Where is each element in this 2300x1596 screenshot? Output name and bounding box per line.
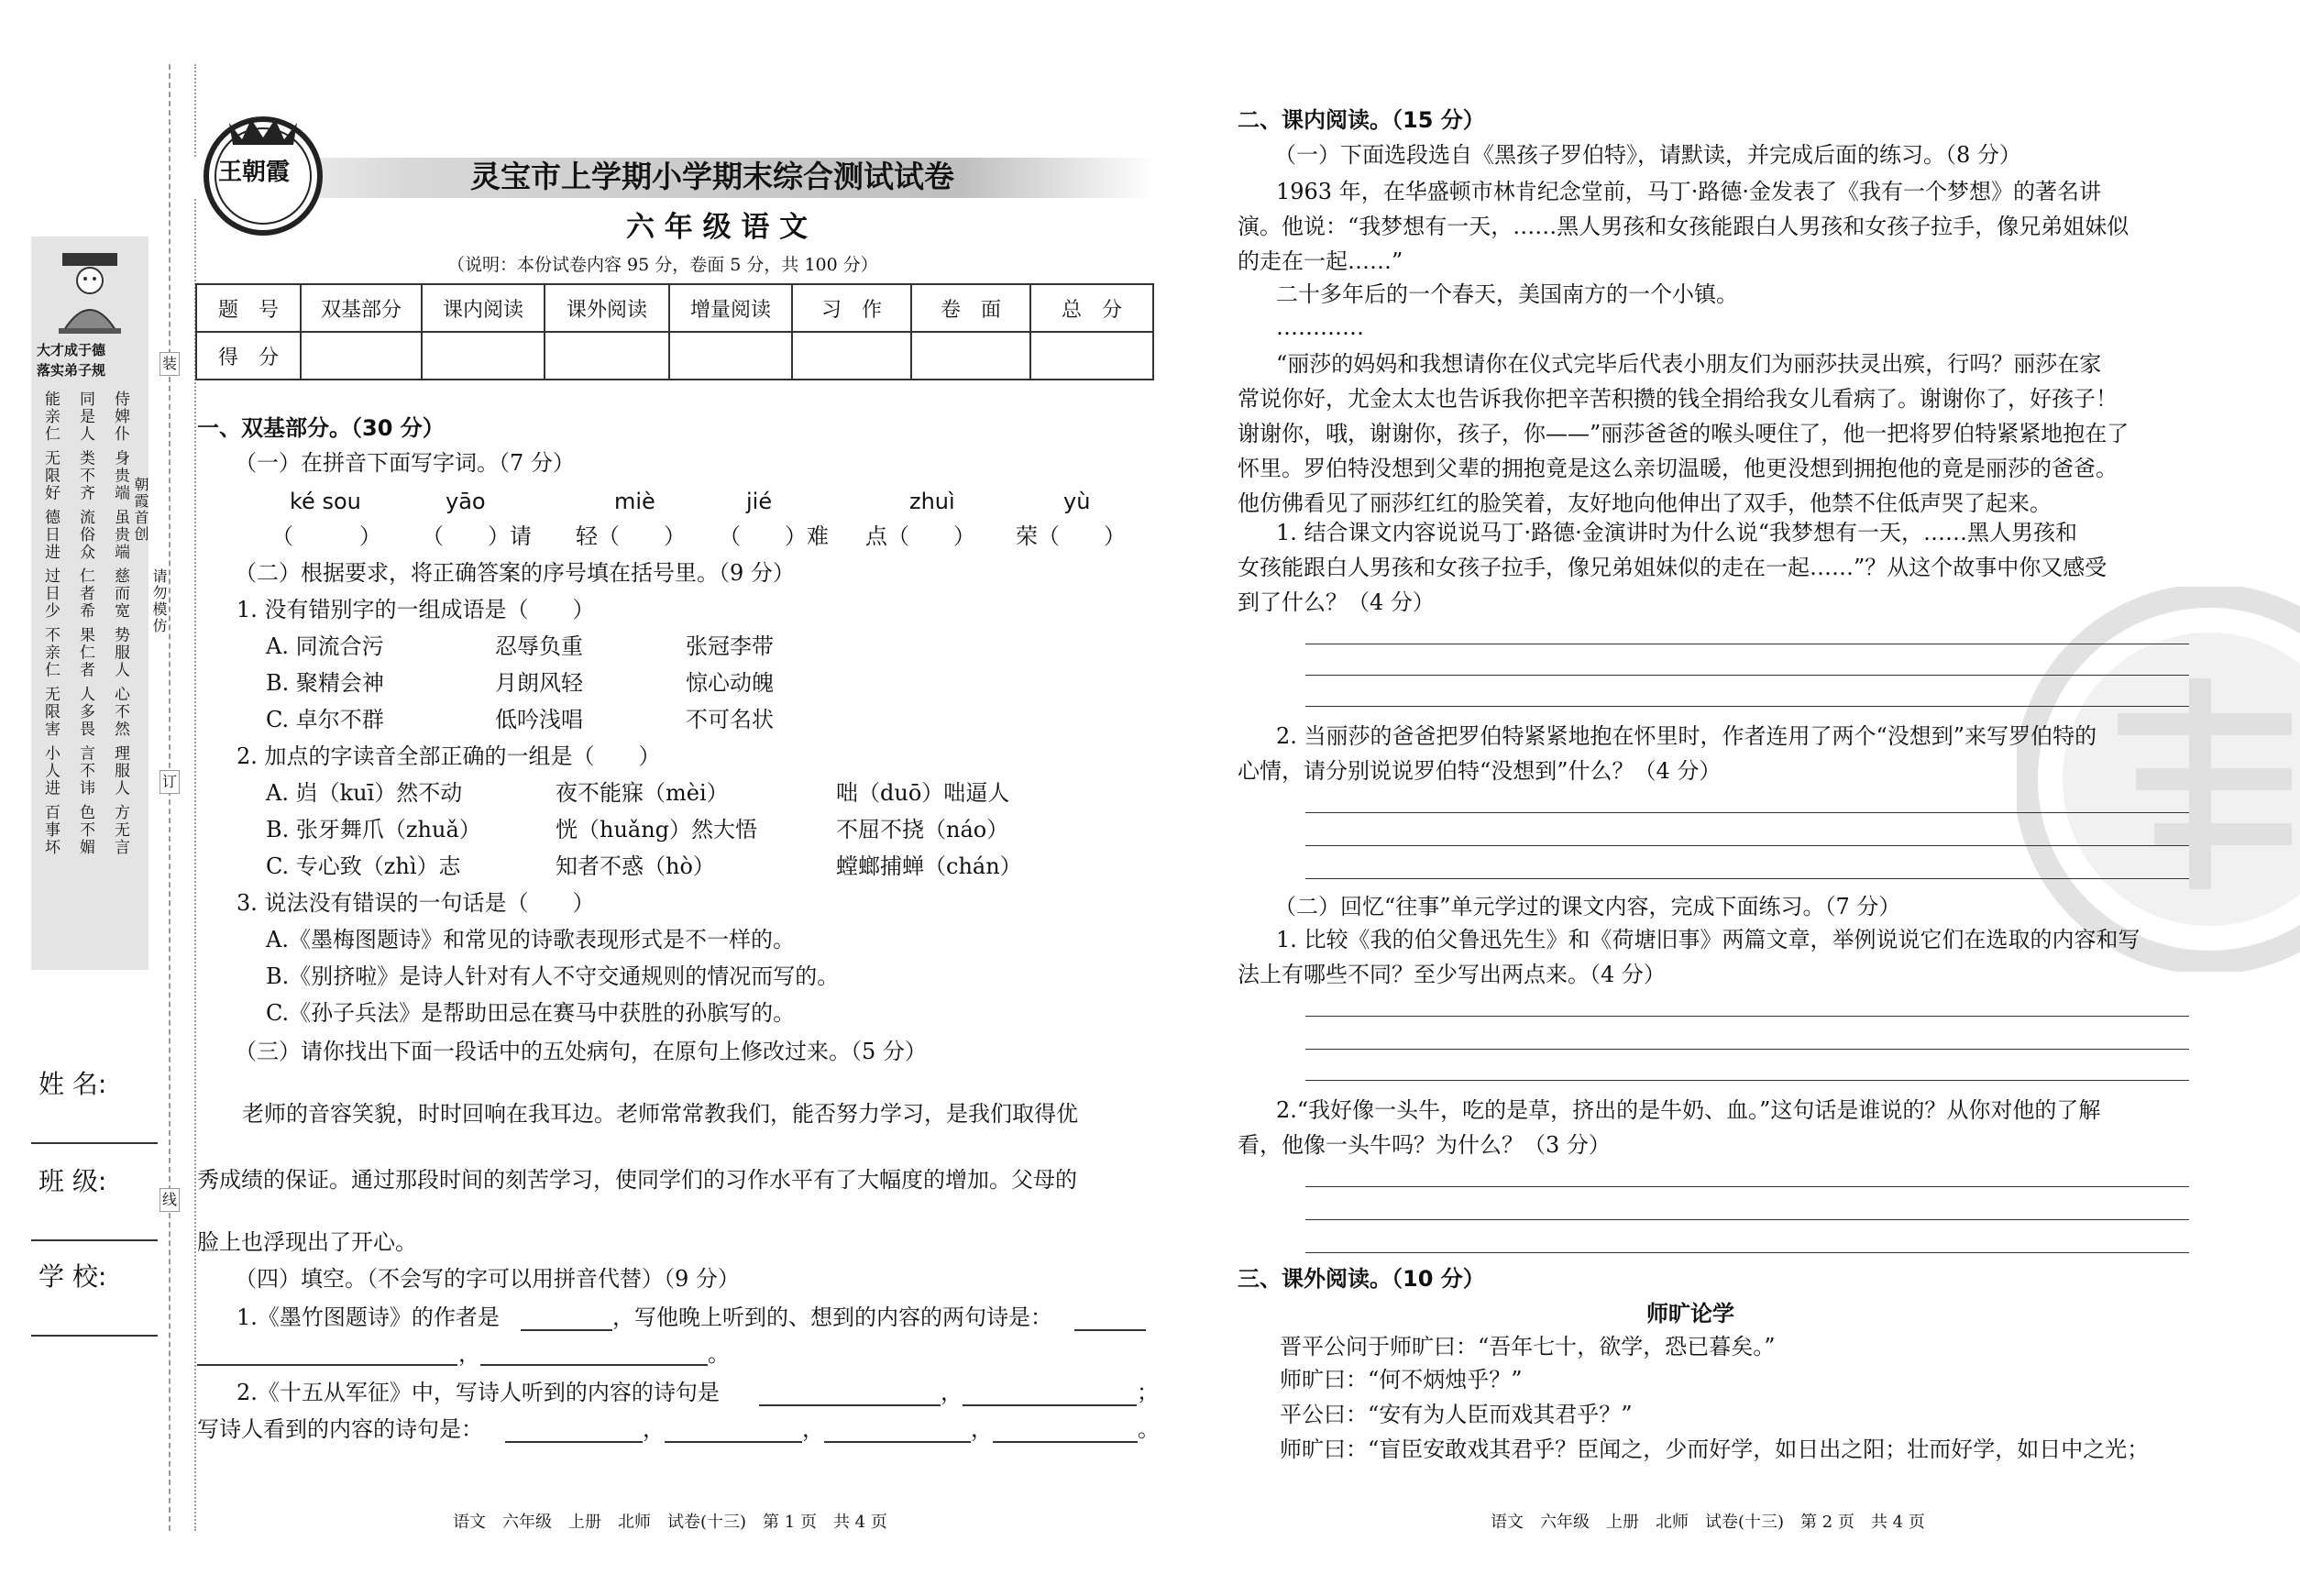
- q2-1-a3: 张冠李带: [686, 633, 774, 659]
- q4-1-blank-author[interactable]: [521, 1329, 612, 1331]
- score-cell[interactable]: [911, 332, 1030, 380]
- q4-2-comma-4: ，: [971, 1416, 993, 1442]
- q4-2-comma-3: ，: [802, 1416, 824, 1442]
- binding-mark-1: 装: [160, 352, 180, 376]
- q4-2-comma-1: ，: [941, 1380, 963, 1405]
- q4-2-comma-2: ，: [643, 1416, 665, 1442]
- q4-2-blank-seen-1[interactable]: [505, 1441, 643, 1443]
- s1-q1-title: （一）在拼音下面写字词。（7 分）: [235, 450, 575, 476]
- section2-title: 二、课内阅读。（15 分）: [1238, 107, 1485, 133]
- story-line-1: 晋平公问于师旷曰：“吾年七十，欲学，恐已暮矣。”: [1280, 1334, 1776, 1359]
- answer-line[interactable]: [1305, 878, 2189, 879]
- q4-1-comma: ，: [458, 1341, 480, 1367]
- q2-2-c1: C. 专心致（zhì）志: [266, 853, 461, 879]
- binding-line-outer: [169, 64, 171, 1531]
- motto-bottom: 落实弟子规: [37, 362, 106, 379]
- answer-line[interactable]: [1305, 1049, 2189, 1050]
- pinyin-4: jié: [746, 489, 773, 514]
- answer-line[interactable]: [1305, 1080, 2189, 1081]
- q2-1-b1: B. 聚精会神: [266, 670, 384, 696]
- q4-2-semicolon: ；: [1137, 1380, 1159, 1405]
- school-field[interactable]: [31, 1335, 158, 1337]
- scholar-figure-icon: [51, 248, 128, 336]
- table-header: 卷 面: [911, 284, 1030, 332]
- motto-column-3: 侍婢仆 身贵端 虽贵端 慈而宽 势服人 心不然 理服人 方无言: [111, 391, 129, 856]
- s1-q3-title: （三）请你找出下面一段话中的五处病句，在原句上修改过来。（5 分）: [235, 1039, 927, 1064]
- q2-2-a1: A. 岿（kuī）然不动: [266, 780, 463, 806]
- passage-line-7: 常说你好，尤金太太也告诉我你把辛苦积攒的钱全捐给我女儿看病了。谢谢你了，好孩子！: [1238, 386, 2118, 412]
- q2-1-c3: 不可名状: [686, 707, 774, 732]
- pinyin-answer-6[interactable]: 荣（ ）: [1016, 523, 1126, 549]
- name-label: 姓 名:: [39, 1069, 107, 1099]
- footer-right: 语文 六年级 上册 北师 试卷(十三) 第 2 页 共 4 页: [1491, 1513, 1925, 1532]
- q3-line-2: 秀成绩的保证。通过那段时间的刻苦学习，使同学们的习作水平有了大幅度的增加。父母的: [197, 1167, 1077, 1193]
- passage-line-1: 1963 年，在华盛顿市林肯纪念堂前，马丁·路德·金发表了《我有一个梦想》的著名讲: [1276, 179, 2101, 204]
- story-line-4: 师旷曰：“盲臣安敢戏其君乎？臣闻之，少而好学，如日出之阳；壮而好学，如日中之光；: [1280, 1436, 2150, 1462]
- story-line-2: 师旷曰：“何不炳烛乎？”: [1280, 1367, 1523, 1392]
- s2-q2-line-2: 心情，请分别说说罗伯特“没想到”什么？（4 分）: [1238, 758, 1722, 784]
- q4-2-part-a: 2.《十五从军征》中，写诗人听到的内容的诗句是: [237, 1380, 720, 1405]
- passage-line-10: 他仿佛看见了丽莎红红的脸笑着，友好地向他伸出了双手，他禁不住低声哭了起来。: [1238, 490, 2052, 516]
- name-field[interactable]: [31, 1142, 158, 1144]
- answer-line[interactable]: [1305, 1252, 2189, 1253]
- answer-line[interactable]: [1305, 1186, 2189, 1187]
- q2-1-c1: C. 卓尔不群: [266, 707, 384, 732]
- q2-2-a2: 夜不能寐（mèi）: [556, 780, 729, 806]
- binding-mark-2: 订: [160, 770, 180, 794]
- score-cell[interactable]: [301, 332, 422, 380]
- q2-2-b2: 恍（huǎng）然大悟: [556, 817, 758, 842]
- class-field[interactable]: [31, 1239, 158, 1241]
- q4-1-blank-line-3[interactable]: [480, 1364, 708, 1366]
- passage-line-3: 的走在一起……”: [1238, 248, 1403, 274]
- pinyin-answer-5[interactable]: 点（ ）: [865, 523, 975, 549]
- q2-2-b3: 不屈不挠（náo）: [836, 817, 1009, 842]
- answer-line[interactable]: [1305, 675, 2189, 676]
- q2-1-a2: 忍辱负重: [495, 633, 583, 659]
- table-header: 课内阅读: [422, 284, 545, 332]
- passage-line-8: 谢谢你，哦，谢谢你，孩子，你——”丽莎爸爸的喉头哽住了，他一把将罗伯特紧紧地抱在了: [1238, 421, 2129, 446]
- s1-q4-title: （四）填空。（不会写的字可以用拼音代替）（9 分）: [235, 1266, 740, 1292]
- q4-1-part-a: 1.《墨竹图题诗》的作者是: [237, 1304, 500, 1330]
- q3-line-3: 脸上也浮现出了开心。: [197, 1229, 417, 1255]
- answer-line[interactable]: [1305, 1016, 2189, 1017]
- q4-2-blank-heard-1[interactable]: [759, 1404, 941, 1406]
- logo-text: 王朝霞: [218, 159, 291, 186]
- score-cell[interactable]: [1030, 332, 1153, 380]
- q2-3-a: A.《墨梅图题诗》和常见的诗歌表现形式是不一样的。: [266, 927, 795, 952]
- passage-line-4: 二十多年后的一个春天，美国南方的一个小镇。: [1276, 281, 1738, 307]
- s1-q2-title: （二）根据要求，将正确答案的序号填在括号里。（9 分）: [235, 560, 795, 586]
- score-table-score-row: [196, 332, 1153, 380]
- passage-line-5: …………: [1276, 314, 1364, 340]
- pinyin-answer-4[interactable]: （ ）难: [719, 523, 829, 549]
- q4-1-period: 。: [708, 1341, 730, 1367]
- q4-1-part-b: ，写他晚上听到的、想到的内容的两句诗是：: [612, 1304, 1052, 1330]
- score-cell[interactable]: [545, 332, 669, 380]
- school-label: 学 校:: [39, 1261, 107, 1292]
- score-table-header-row: [196, 284, 1153, 332]
- story-title: 师旷论学: [1646, 1301, 1734, 1326]
- pinyin-3: miè: [614, 489, 655, 514]
- story-line-3: 平公曰：“安有为人臣而戏其君乎？”: [1280, 1402, 1633, 1427]
- footer-left: 语文 六年级 上册 北师 试卷(十三) 第 1 页 共 4 页: [453, 1513, 887, 1532]
- copyright-note-1: 朝霞首创: [132, 477, 149, 543]
- s2-p2q1-line-1: 1. 比较《我的伯父鲁迅先生》和《荷塘旧事》两篇文章，举例说说它们在选取的内容和写: [1276, 927, 2140, 952]
- q4-2-blank-seen-2[interactable]: [665, 1441, 802, 1443]
- q2-2-c3: 螳螂捕蝉（chán）: [836, 853, 1022, 879]
- motto-top: 大才成于德: [37, 342, 106, 358]
- s2-p2q2-line-1: 2.“我好像一头牛，吃的是草，挤出的是牛奶、血。”这句话是谁说的？从你对他的了解: [1276, 1097, 2101, 1123]
- score-table: [195, 283, 1154, 380]
- table-header: 总 分: [1030, 284, 1153, 332]
- score-cell[interactable]: [669, 332, 792, 380]
- passage-line-2: 演。他说：“我梦想有一天，……黑人男孩和女孩能跟白人男孩和女孩子拉手，像兄弟姐妹似: [1238, 214, 2129, 239]
- table-header: 习 作: [792, 284, 911, 332]
- q4-1-blank-line-1[interactable]: [1074, 1329, 1146, 1331]
- binding-mark-3: 线: [160, 1188, 180, 1212]
- answer-line[interactable]: [1305, 812, 2189, 813]
- table-header: 双基部分: [301, 284, 422, 332]
- q4-2-part-b: 写诗人看到的内容的诗句是：: [197, 1416, 483, 1442]
- pinyin-answer-2[interactable]: （ ）请: [422, 523, 532, 549]
- table-header: 增量阅读: [669, 284, 792, 332]
- q3-line-1: 老师的音容笑貌，时时回响在我耳边。老师常常教我们，能否努力学习，是我们取得优: [242, 1101, 1078, 1127]
- s2-q1-line-1: 1. 结合课文内容说说马丁·路德·金演讲时为什么说“我梦想有一天，……黑人男孩和: [1276, 520, 2078, 545]
- pinyin-answer-1[interactable]: （ ）: [271, 523, 381, 549]
- q4-2-blank-seen-4[interactable]: [993, 1441, 1138, 1443]
- sidebar-motto-panel: [31, 237, 149, 970]
- q2-2-a3: 咄（duō）咄逼人: [836, 780, 1010, 806]
- s1-q2-3: 3. 说法没有错误的一句话是（ ）: [237, 890, 595, 916]
- motto-column-2: 同是人 类不齐 流俗众 仁者希 果仁者 人多畏 言不讳 色不媚: [76, 391, 94, 856]
- q2-2-b1: B. 张牙舞爪（zhuǎ）: [266, 817, 481, 842]
- table-header: 课外阅读: [545, 284, 669, 332]
- q2-1-a1: A. 同流合污: [266, 633, 384, 659]
- answer-line[interactable]: [1305, 845, 2189, 846]
- pinyin-6: yù: [1063, 489, 1091, 514]
- pinyin-5: zhuì: [909, 489, 955, 514]
- answer-line[interactable]: [1305, 706, 2189, 707]
- class-label: 班 级:: [39, 1166, 107, 1196]
- q4-2-blank-seen-3[interactable]: [824, 1441, 971, 1443]
- s2-part2-title: （二）回忆“往事”单元学过的课文内容，完成下面练习。（7 分）: [1274, 894, 1901, 919]
- section1-title: 一、双基部分。（30 分）: [197, 415, 445, 441]
- s2-part1-title: （一）下面选段选自《黑孩子罗伯特》，请默读，并完成后面的练习。（8 分）: [1274, 142, 2021, 168]
- q2-3-c: C.《孙子兵法》是帮助田忌在赛马中获胜的孙膑写的。: [266, 1000, 796, 1026]
- table-header: 题 号: [196, 284, 301, 332]
- score-cell[interactable]: [422, 332, 545, 380]
- section3-title: 三、课外阅读。（10 分）: [1238, 1266, 1485, 1292]
- motto-column-1: 能亲仁 无限好 德日进 过日少 不亲仁 无限害 小人进 百事坏: [41, 391, 60, 856]
- score-row-label: 得 分: [196, 332, 301, 380]
- s2-q1-line-2: 女孩能跟白人男孩和女孩子拉手，像兄弟姐妹似的走在一起……”？从这个故事中你又感受: [1238, 555, 2107, 580]
- q4-2-period: 。: [1138, 1416, 1160, 1442]
- passage-line-9: 怀里。罗伯特没想到父辈的拥抱竟是这么亲切温暖，他更没想到拥抱他的竟是丽莎的爸爸。: [1238, 456, 2118, 481]
- exam-note: （说明：本份试卷内容 95 分，卷面 5 分，共 100 分）: [447, 255, 878, 275]
- exam-title: 灵宝市上学期小学期末综合测试试卷: [470, 159, 954, 194]
- q2-3-b: B.《别挤啦》是诗人针对有人不守交通规则的情况而写的。: [266, 963, 840, 989]
- q4-2-blank-heard-2[interactable]: [963, 1404, 1137, 1406]
- copyright-note-2: 请勿模仿: [150, 568, 168, 634]
- s2-p2q2-line-2: 看，他像一头牛吗？为什么？（3 分）: [1238, 1132, 1611, 1158]
- s2-q2-line-1: 2. 当丽莎的爸爸把罗伯特紧紧地抱在怀里时，作者连用了两个“没想到”来写罗伯特的: [1276, 723, 2097, 749]
- exam-subtitle: 六 年 级 语 文: [626, 211, 809, 244]
- q2-1-b2: 月朗风轻: [495, 670, 583, 696]
- q4-1-blank-line-2[interactable]: [197, 1364, 457, 1366]
- passage-line-6: “丽莎的妈妈和我想请你在仪式完毕后代表小朋友们为丽莎扶灵出殡，行吗？丽莎在家: [1276, 351, 2102, 377]
- q2-1-c2: 低吟浅唱: [495, 707, 583, 732]
- answer-line[interactable]: [1305, 1219, 2189, 1220]
- pinyin-answer-3[interactable]: 轻（ ）: [576, 523, 686, 549]
- watermark-seal-icon: [2017, 587, 2300, 972]
- q2-2-c2: 知者不惑（hò）: [556, 853, 715, 879]
- s2-p2q1-line-2: 法上有哪些不同？至少写出两点来。（4 分）: [1238, 962, 1666, 987]
- q2-1-b3: 惊心动魄: [686, 670, 774, 696]
- s2-q1-line-3: 到了什么？（4 分）: [1238, 589, 1435, 615]
- s1-q2-1: 1. 没有错别字的一组成语是（ ）: [237, 597, 595, 622]
- pinyin-2: yāo: [446, 489, 486, 514]
- score-cell[interactable]: [792, 332, 911, 380]
- pinyin-1: ké sou: [290, 489, 361, 514]
- s1-q2-2: 2. 加点的字读音全部正确的一组是（ ）: [237, 743, 661, 769]
